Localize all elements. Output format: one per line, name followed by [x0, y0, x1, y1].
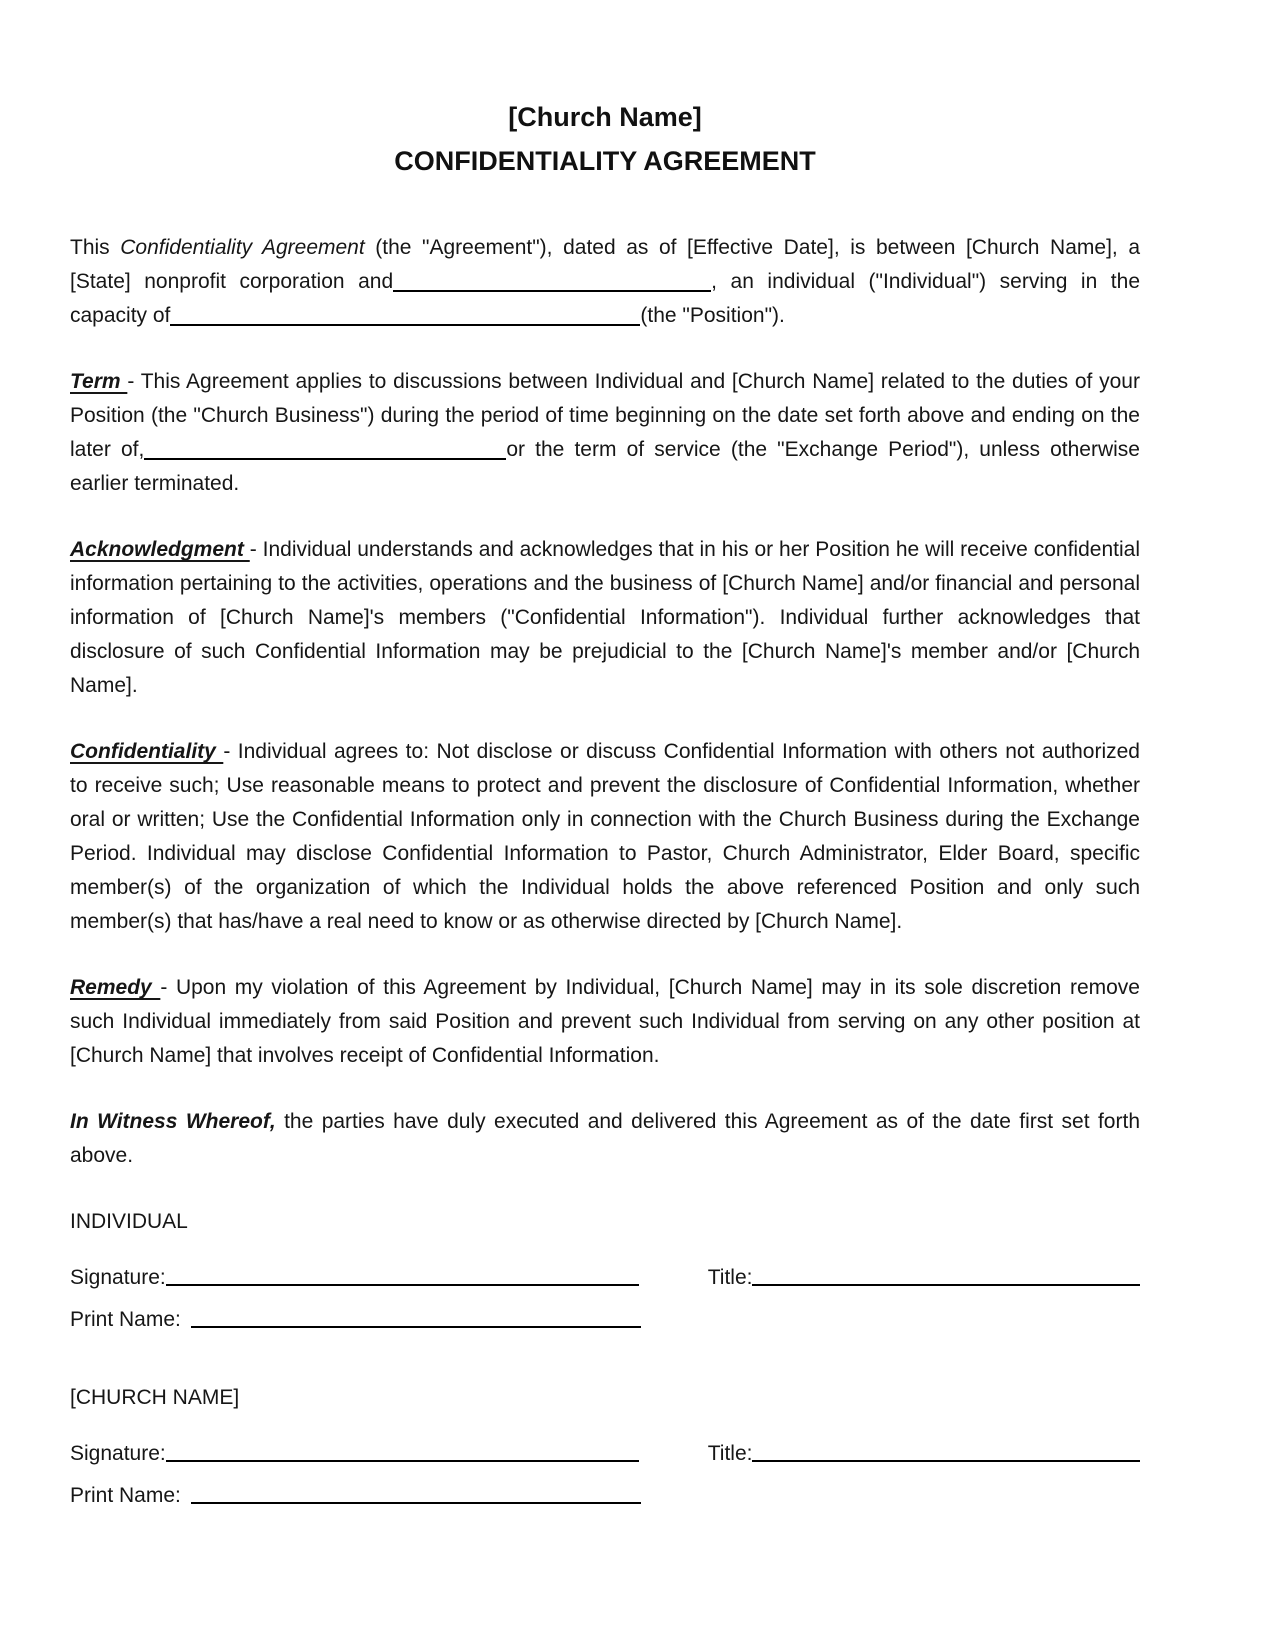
text-segment: - Individual agrees to: Not disclose or discuss Confidential Information with others not authorized to receive such; Use reasonable means to protect and prevent the disclosure of Confidential Information, whether oral or written; Use the Confidential Information only in connection with the Church Business during the Exchange Period. Individual may disclose Confidential Information to Pastor, Church Administrator, Elder Board, specific member(s) of the organization of which the Individual holds the above referenced Position and only such member(s) that has/have a real need to know or as otherwise directed by [Church Name]. [70, 740, 1140, 933]
individual-signature-line[interactable] [166, 1281, 639, 1286]
text-segment: (the "Agreement"), dated as of [Effective Date], is between [Church Name], a [State] nonprofit corporation and [70, 236, 1141, 293]
document-title-block [70, 95, 1140, 183]
document-body [70, 231, 1140, 1173]
print-name-label: Print Name: [70, 1484, 181, 1507]
church-title-line[interactable] [752, 1457, 1140, 1462]
paragraph-confidentiality [70, 735, 1140, 939]
individual-print-name-row [70, 1303, 1140, 1337]
agreement-title: CONFIDENTIALITY AGREEMENT [394, 146, 816, 176]
individual-print-name-line[interactable] [191, 1323, 641, 1328]
church-signature-line[interactable] [166, 1457, 639, 1462]
text-segment: - Upon my violation of this Agreement by Individual, [Church Name] may in its sole discretion remove such Individual immediately from said Position and prevent such Individual from serving on any other position at [Church Name] that involves receipt of Confidential Information. [70, 976, 1140, 1067]
signature-label: Signature: [70, 1442, 166, 1465]
signature-section [70, 1205, 1140, 1513]
text-segment: Confidentiality Agreement [120, 236, 365, 259]
text-segment: This [70, 236, 121, 259]
party-label-church: [CHURCH NAME] [70, 1386, 240, 1409]
text-segment: , an individual ("Individual") serving in the capacity of [70, 270, 1140, 327]
section-heading-term: Term [70, 370, 128, 393]
signature-label: Signature: [70, 1266, 166, 1289]
church-signature-row [70, 1437, 1140, 1471]
text-segment: - Individual understands and acknowledges that in his or her Position he will receive confidential information pertaining to the activities, operations and the business of [Church Name] and/or financial and personal information of [Church Name]'s members ("Confidential Information"). Individual further acknowledges that disclosure of such Confidential Information may be prejudicial to the [Church Name]'s member and/or [Church Name]. [70, 538, 1140, 697]
individual-signature-row [70, 1261, 1140, 1295]
text-segment: - This Agreement applies to discussions between Individual and [Church Name] related to the duties of your Position (the "Church Business") during the period of time beginning on the date set forth above and ending on the later of, [70, 370, 1140, 461]
fill-in-blank-line[interactable] [144, 455, 506, 460]
paragraph-witness [70, 1105, 1140, 1173]
fill-in-blank-line[interactable] [393, 287, 711, 292]
text-segment: the parties have duly executed and delivered this Agreement as of the date first set forth above. [70, 1110, 1140, 1167]
section-heading-remedy: Remedy [70, 976, 161, 999]
text-segment: or the term of service (the "Exchange Period"), unless otherwise earlier terminated. [70, 438, 1140, 495]
party-label-individual: INDIVIDUAL [70, 1210, 188, 1233]
church-print-name-line[interactable] [191, 1499, 641, 1504]
title-label: Title: [707, 1266, 753, 1289]
text-segment: (the "Position"). [640, 304, 785, 327]
section-heading-acknowledgment: Acknowledgment [70, 538, 250, 561]
section-heading-confidentiality: Confidentiality [70, 740, 224, 763]
text-segment: In Witness Whereof, [70, 1110, 276, 1133]
paragraph-remedy [70, 971, 1140, 1073]
fill-in-blank-line[interactable] [170, 321, 640, 326]
paragraph-acknowledgment [70, 533, 1140, 703]
title-label: Title: [707, 1442, 753, 1465]
print-name-label: Print Name: [70, 1308, 181, 1331]
paragraph-intro [70, 231, 1140, 333]
church-print-name-row [70, 1479, 1140, 1513]
paragraph-term [70, 365, 1140, 501]
individual-title-line[interactable] [752, 1281, 1140, 1286]
church-name-title: [Church Name] [508, 102, 702, 132]
